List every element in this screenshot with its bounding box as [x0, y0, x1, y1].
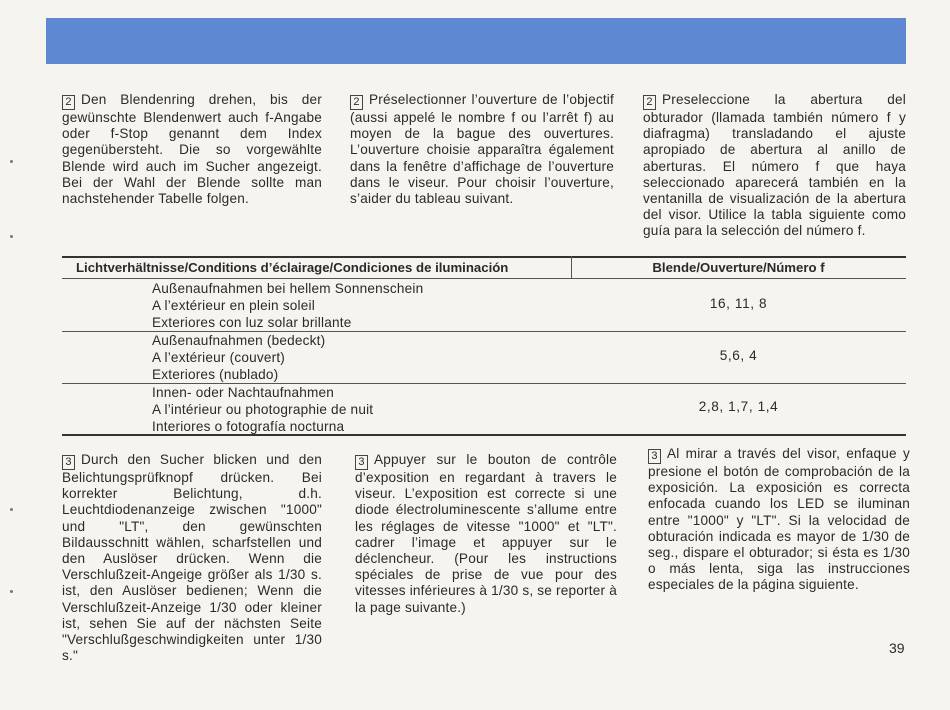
- table-column-divider: [571, 256, 572, 278]
- step2-german-text: Den Blendenring drehen, bis der gewünschte Blendenwert auch f-Angabe oder f-Stop genannt dem Index gegenübersteht. Die so vorgewählte Blende wird auch im Sucher angezeigt. Bei der Wahl der Blende sollte man nachstehender Tabelle folgen.: [62, 92, 322, 207]
- condition-german: Außenaufnahmen bei hellem Sonnenschein: [152, 281, 424, 296]
- step2-french-text: Préselectionner l’ouverture de l’objectif (aussi appelé le nombre f ou l’arrêt f) au moyen de la bague des ouvertures. L’ouverture choisie apparaîtra également dans la fenêtre d’affichage de l’ouverture dans le viseur. Pour choisir l’ouverture, s’aider du tableau suivant.: [350, 92, 614, 207]
- table-row-1-conditions: [152, 281, 423, 331]
- condition-spanish: Interiores o fotografía nocturna: [152, 418, 345, 434]
- table-row-3-conditions: [152, 385, 373, 435]
- table-rule: [62, 434, 906, 436]
- aperture-table: [62, 256, 906, 434]
- step-number-box: 2: [643, 95, 656, 110]
- step2-spanish-text: Preseleccione la abertura del obturador (llamada también número f y diafragma) transladando el ajuste apropiado de abertura al anillo de aberturas. El número f que haya seleccionado aparecerá también en la ventanilla de visualización de la abertura del visor. Utilice la tabla siguiente como guía para la selección del número f.: [643, 92, 906, 239]
- step2-spanish: [643, 92, 906, 240]
- condition-spanish: Exteriores (nublado): [152, 366, 279, 382]
- condition-german: Innen- oder Nachtaufnahmen: [152, 385, 335, 400]
- table-rule: [62, 331, 906, 332]
- step3-french: [355, 452, 617, 616]
- step-number-box: 3: [355, 455, 368, 470]
- step3-german: [62, 452, 322, 664]
- condition-french: A l’extérieur (couvert): [152, 349, 286, 365]
- table-rule: [62, 383, 906, 384]
- table-rule: [62, 278, 906, 279]
- step3-spanish: [648, 446, 910, 594]
- table-header-aperture: Blende/Ouverture/Número f: [652, 260, 825, 275]
- step-number-box: 3: [62, 455, 75, 470]
- step3-spanish-text: Al mirar a través del visor, enfaque y presione el botón de comprobación de la exposición. La exposición es correcta enfocada cuando los LED se iluminan entre "1000" y "LT". Si la velocidad de obturación indicada es mayor de 1/30 de seg., dispare el obturador; si ésta es 1/30 o más lenta, siga las instrucciones especiales de la página siguiente.: [648, 446, 910, 593]
- step3-french-text: Appuyer sur le bouton de contrôle d’exposition en regardant à travers le viseur. L’exposition est correcte si une diode électroluminescente s’allume entre les réglages de vitesse "1000" et "LT". cadrer l’image et appuyer sur le déclencheur. (Pour les instructions spéciales de prise de vue pour des vitesses inférieures à 1/30 s, se reporter à la page suivante.): [355, 452, 617, 615]
- table-row-3-aperture: 2,8, 1,7, 1,4: [698, 399, 779, 414]
- table-row-1-aperture: 16, 11, 8: [709, 296, 768, 311]
- margin-dot: [10, 508, 13, 511]
- step-number-box: 2: [62, 95, 75, 110]
- table-header-conditions: Lichtverhältnisse/Conditions d’éclairage/Condiciones de iluminación: [76, 260, 509, 275]
- condition-spanish: Exteriores con luz solar brillante: [152, 314, 352, 330]
- step2-french: [350, 92, 614, 207]
- step-number-box: 3: [648, 449, 661, 464]
- header-color-band: [46, 18, 906, 64]
- condition-french: A l’intérieur ou photographie de nuit: [152, 401, 374, 417]
- margin-dot: [10, 235, 13, 238]
- table-row-2-aperture: 5,6, 4: [719, 348, 758, 363]
- step2-german: [62, 92, 322, 207]
- table-rule: [62, 256, 906, 258]
- margin-dot: [10, 590, 13, 593]
- page-number: 39: [889, 640, 905, 656]
- step3-german-text: Durch den Sucher blicken und den Belichtungsprüfknopf drücken. Bei korrekter Belichtung, d.h. Leuchtdiodenanzeige zwischen "1000" und "LT", den gewünschten Bildausschnitt wählen, scharfstellen und den Auslöser drücken. Wenn die Verschlußzeit-Angeige größer als 1/30 s. ist, den Auslöser bedienen; Wenn die Verschlußzeit-Anzeige 1/30 oder kleiner ist, sehen Sie auf der nächsten Seite "Verschlußgeschwindigkeiten unter 1/30 s.": [62, 452, 322, 664]
- table-row-2-conditions: [152, 333, 325, 383]
- condition-german: Außenaufnahmen (bedeckt): [152, 333, 326, 348]
- step-number-box: 2: [350, 95, 363, 110]
- condition-french: A l’extérieur en plein soleil: [152, 297, 315, 313]
- margin-dot: [10, 160, 13, 163]
